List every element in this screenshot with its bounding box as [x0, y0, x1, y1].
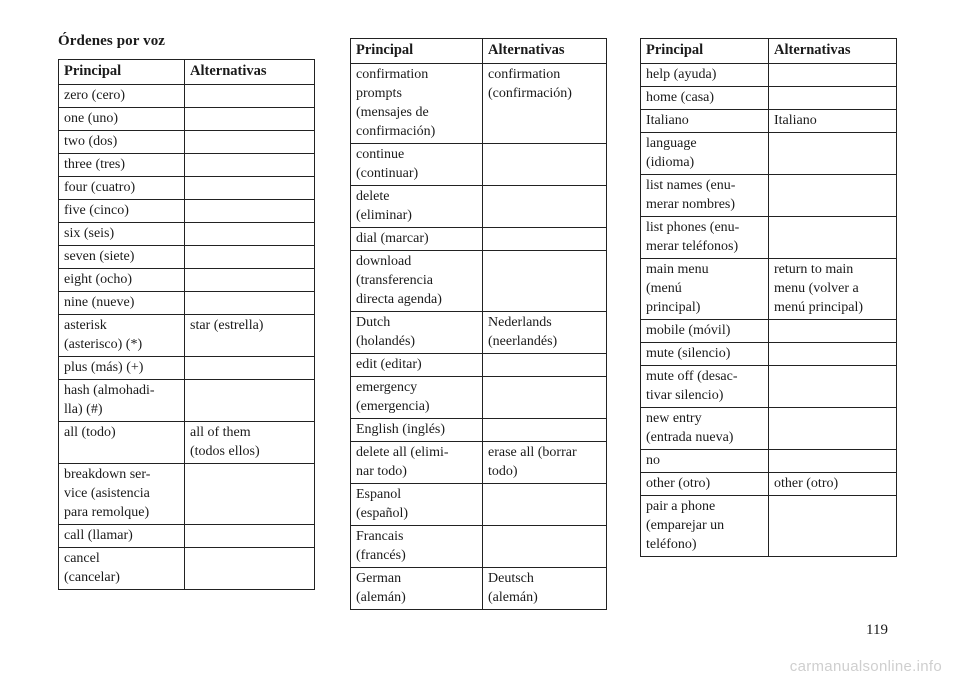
command-alternative-cell: return to main menu (volver a menú principal): [769, 259, 897, 320]
table-row: [641, 133, 897, 175]
command-principal-cell: emergency (emergencia): [351, 377, 483, 419]
command-alternative-cell: [769, 175, 897, 217]
table-row: [59, 315, 315, 357]
command-principal-cell: help (ayuda): [641, 64, 769, 87]
watermark: carmanualsonline.info: [789, 658, 942, 675]
command-principal-cell: Espanol (español): [351, 484, 483, 526]
command-principal-cell: call (llamar): [59, 525, 185, 548]
command-alternative-cell: all of them (todos ellos): [185, 422, 315, 464]
command-principal-cell: download (transferencia directa agenda): [351, 251, 483, 312]
command-alternative-cell: [769, 496, 897, 557]
table-row: [641, 343, 897, 366]
command-alternative-cell: [483, 419, 607, 442]
voice-commands-table-3: [640, 38, 897, 557]
table-row: [59, 292, 315, 315]
command-alternative-cell: [185, 131, 315, 154]
table-row: [641, 473, 897, 496]
column-header-alternatives: Alternativas: [185, 60, 315, 85]
column-header-principal: Principal: [641, 39, 769, 64]
table-row: [351, 419, 607, 442]
command-alternative-cell: [185, 154, 315, 177]
command-principal-cell: nine (nueve): [59, 292, 185, 315]
command-alternative-cell: Italiano: [769, 110, 897, 133]
table-row: [351, 186, 607, 228]
command-alternative-cell: [483, 484, 607, 526]
table-row: [641, 110, 897, 133]
table-row: [351, 377, 607, 419]
command-principal-cell: edit (editar): [351, 354, 483, 377]
command-alternative-cell: [483, 186, 607, 228]
command-alternative-cell: star (estrella): [185, 315, 315, 357]
table-row: [641, 450, 897, 473]
command-principal-cell: main menu (menú principal): [641, 259, 769, 320]
command-principal-cell: German (alemán): [351, 568, 483, 610]
command-alternative-cell: [769, 217, 897, 259]
command-alternative-cell: [769, 450, 897, 473]
command-alternative-cell: [483, 228, 607, 251]
command-alternative-cell: [483, 526, 607, 568]
command-alternative-cell: [769, 408, 897, 450]
command-alternative-cell: [185, 108, 315, 131]
table-row: [59, 246, 315, 269]
command-alternative-cell: [769, 343, 897, 366]
voice-commands-table-1: [58, 59, 315, 590]
table-row: [351, 568, 607, 610]
table-row: [59, 131, 315, 154]
command-alternative-cell: [185, 269, 315, 292]
command-principal-cell: two (dos): [59, 131, 185, 154]
table-row: [59, 269, 315, 292]
table-row: [351, 144, 607, 186]
command-principal-cell: Francais (francés): [351, 526, 483, 568]
column-header-alternatives: Alternativas: [769, 39, 897, 64]
command-alternative-cell: [185, 525, 315, 548]
command-principal-cell: mute (silencio): [641, 343, 769, 366]
table-row: [641, 217, 897, 259]
command-alternative-cell: [185, 223, 315, 246]
command-principal-cell: all (todo): [59, 422, 185, 464]
table-row: [641, 175, 897, 217]
command-alternative-cell: [185, 292, 315, 315]
command-principal-cell: delete (eliminar): [351, 186, 483, 228]
command-alternative-cell: [483, 144, 607, 186]
command-alternative-cell: [185, 464, 315, 525]
command-principal-cell: pair a phone (emparejar un teléfono): [641, 496, 769, 557]
command-alternative-cell: erase all (borrar todo): [483, 442, 607, 484]
command-principal-cell: Italiano: [641, 110, 769, 133]
command-principal-cell: other (otro): [641, 473, 769, 496]
command-principal-cell: asterisk (asterisco) (*): [59, 315, 185, 357]
command-alternative-cell: [769, 366, 897, 408]
command-principal-cell: confirmation prompts (mensajes de confirmación): [351, 64, 483, 144]
command-alternative-cell: [185, 177, 315, 200]
command-alternative-cell: [483, 251, 607, 312]
command-alternative-cell: [769, 87, 897, 110]
column-header-alternatives: Alternativas: [483, 39, 607, 64]
command-alternative-cell: Deutsch (alemán): [483, 568, 607, 610]
command-alternative-cell: [769, 133, 897, 175]
table-header-row: [351, 39, 607, 64]
command-principal-cell: hash (almohadi- lla) (#): [59, 380, 185, 422]
table-row: [59, 200, 315, 223]
table-row: [59, 380, 315, 422]
table-row: [351, 64, 607, 144]
command-principal-cell: home (casa): [641, 87, 769, 110]
table-header-row: [59, 60, 315, 85]
table-row: [351, 354, 607, 377]
command-alternative-cell: Nederlands (neerlandés): [483, 312, 607, 354]
command-principal-cell: list names (enu- merar nombres): [641, 175, 769, 217]
table-row: [59, 85, 315, 108]
command-principal-cell: dial (marcar): [351, 228, 483, 251]
page-title: Órdenes por voz: [58, 33, 166, 49]
command-principal-cell: breakdown ser- vice (asistencia para remolque): [59, 464, 185, 525]
command-alternative-cell: [769, 320, 897, 343]
command-principal-cell: cancel (cancelar): [59, 548, 185, 590]
command-principal-cell: five (cinco): [59, 200, 185, 223]
command-alternative-cell: [185, 380, 315, 422]
command-principal-cell: language (idioma): [641, 133, 769, 175]
command-alternative-cell: [185, 548, 315, 590]
command-alternative-cell: confirmation (confirmación): [483, 64, 607, 144]
command-alternative-cell: [769, 64, 897, 87]
command-alternative-cell: [185, 357, 315, 380]
table-header-row: [641, 39, 897, 64]
page-number: 119: [866, 622, 888, 638]
table-row: [59, 154, 315, 177]
table-row: [641, 320, 897, 343]
command-principal-cell: seven (siete): [59, 246, 185, 269]
command-principal-cell: mobile (móvil): [641, 320, 769, 343]
command-principal-cell: six (seis): [59, 223, 185, 246]
command-principal-cell: three (tres): [59, 154, 185, 177]
command-alternative-cell: [185, 85, 315, 108]
table-row: [59, 464, 315, 525]
column-header-principal: Principal: [351, 39, 483, 64]
command-alternative-cell: [483, 377, 607, 419]
command-principal-cell: Dutch (holandés): [351, 312, 483, 354]
table-row: [351, 484, 607, 526]
command-principal-cell: eight (ocho): [59, 269, 185, 292]
command-principal-cell: list phones (enu- merar teléfonos): [641, 217, 769, 259]
table-row: [59, 223, 315, 246]
command-principal-cell: one (uno): [59, 108, 185, 131]
table-row: [59, 422, 315, 464]
command-principal-cell: delete all (elimi- nar todo): [351, 442, 483, 484]
voice-commands-table-2: [350, 38, 607, 610]
table-row: [351, 228, 607, 251]
command-principal-cell: mute off (desac- tivar silencio): [641, 366, 769, 408]
table-row: [641, 64, 897, 87]
table-row: [351, 526, 607, 568]
command-alternative-cell: [185, 200, 315, 223]
command-alternative-cell: [185, 246, 315, 269]
command-principal-cell: continue (continuar): [351, 144, 483, 186]
table-row: [59, 108, 315, 131]
table-row: [351, 312, 607, 354]
table-row: [59, 548, 315, 590]
table-row: [351, 251, 607, 312]
command-principal-cell: plus (más) (+): [59, 357, 185, 380]
command-alternative-cell: other (otro): [769, 473, 897, 496]
table-row: [641, 259, 897, 320]
table-row: [59, 357, 315, 380]
table-row: [59, 177, 315, 200]
command-principal-cell: no: [641, 450, 769, 473]
column-header-principal: Principal: [59, 60, 185, 85]
command-principal-cell: zero (cero): [59, 85, 185, 108]
table-row: [641, 496, 897, 557]
table-row: [641, 366, 897, 408]
table-row: [641, 87, 897, 110]
table-row: [351, 442, 607, 484]
command-principal-cell: new entry (entrada nueva): [641, 408, 769, 450]
command-alternative-cell: [483, 354, 607, 377]
command-principal-cell: English (inglés): [351, 419, 483, 442]
table-row: [641, 408, 897, 450]
table-row: [59, 525, 315, 548]
command-principal-cell: four (cuatro): [59, 177, 185, 200]
